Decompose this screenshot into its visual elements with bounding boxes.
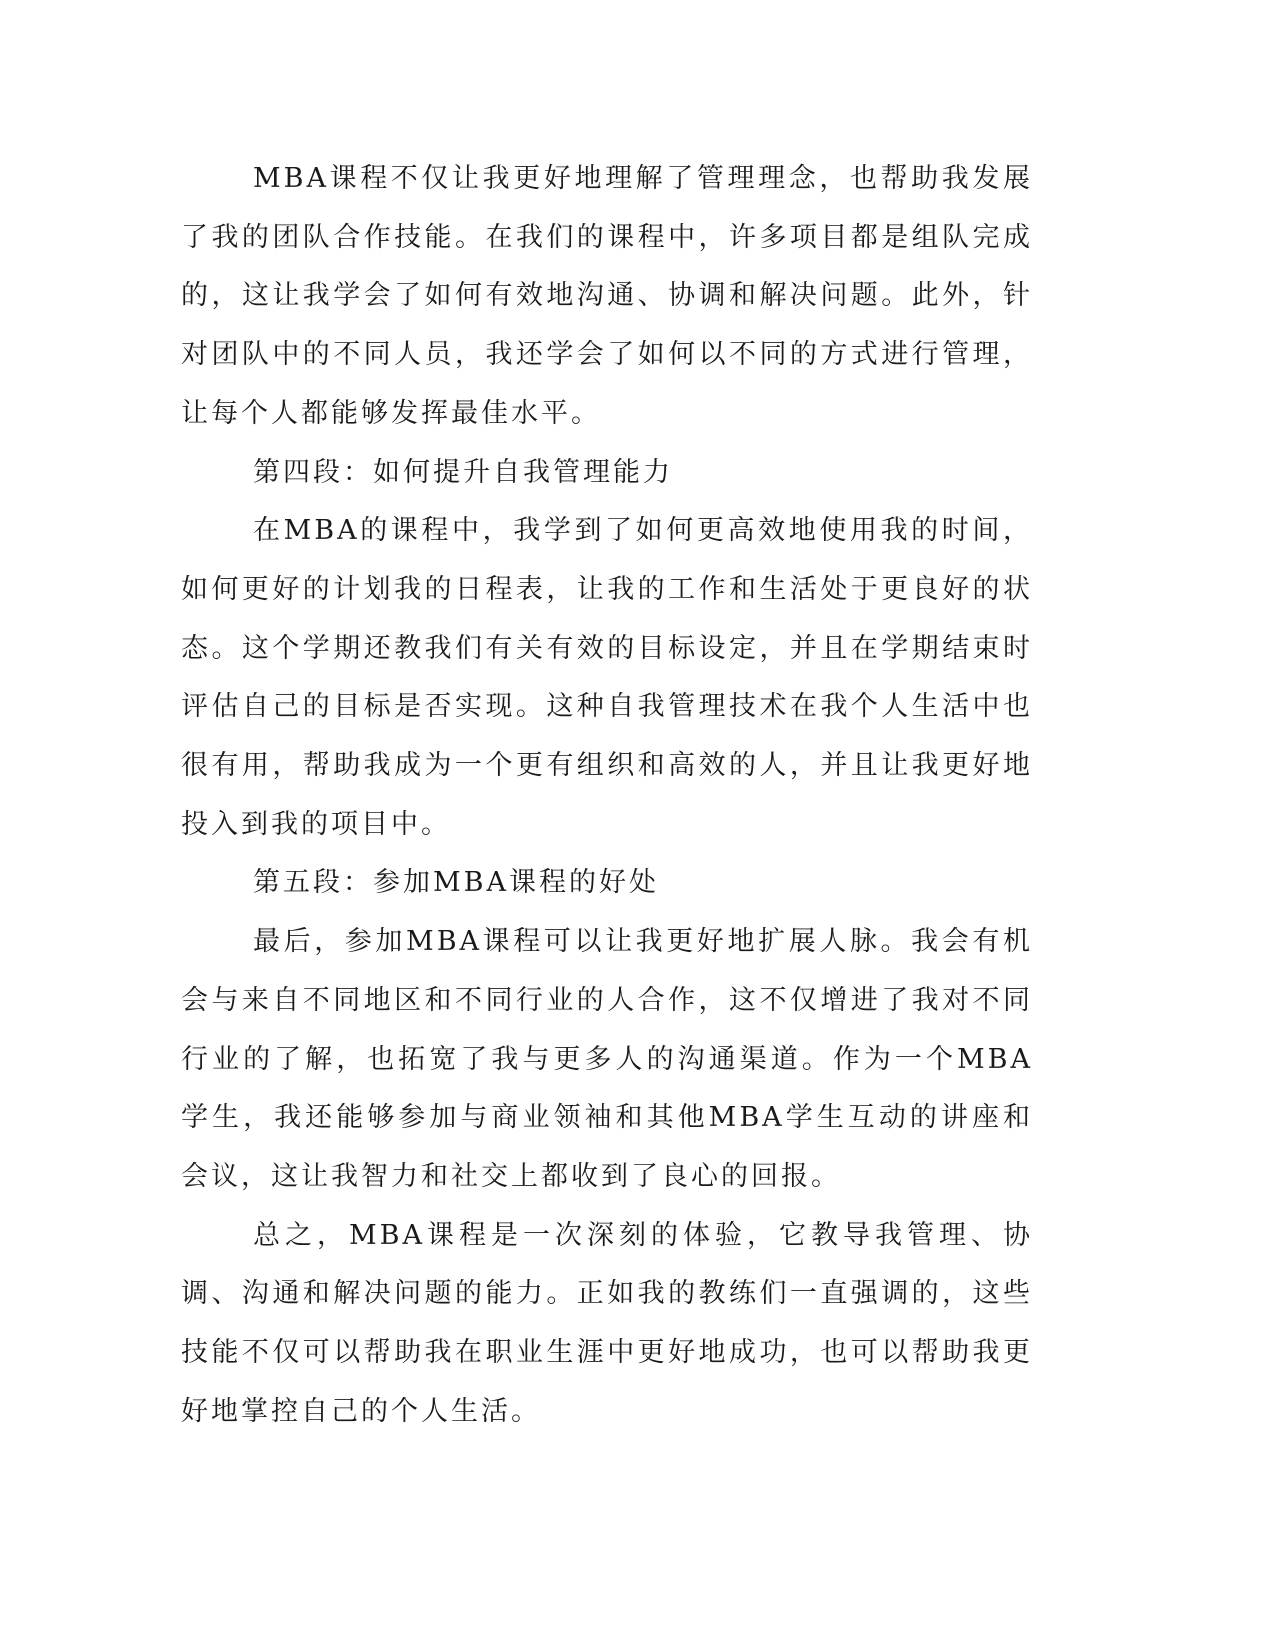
paragraph-self-management: 在MBA的课程中，我学到了如何更高效地使用我的时间，如何更好的计划我的日程表，让我的工作和生活处于更良好的状态。这个学期还教我们有关有效的目标设定，并且在学期结束时评估自己的目标是否实现。这种自我管理技术在我个人生活中也很有用，帮助我成为一个更有组织和高效的人，并且让我更好地投入到我的项目中。	[181, 515, 1033, 840]
section-heading-benefits: 第五段：参加MBA课程的好处	[253, 867, 659, 899]
paragraph-teamwork: MBA课程不仅让我更好地理解了管理理念，也帮助我发展了我的团队合作技能。在我们的课程中，许多项目都是组队完成的，这让我学会了如何有效地沟通、协调和解决问题。此外，针对团队中的不同人员，我还学会了如何以不同的方式进行管理，让每个人都能够发挥最佳水平。	[181, 163, 1033, 429]
section-heading-self-management: 第四段：如何提升自我管理能力	[253, 456, 673, 488]
paragraph-networking: 最后，参加MBA课程可以让我更好地扩展人脉。我会有机会与来自不同地区和不同行业的人合作，这不仅增进了我对不同行业的了解，也拓宽了我与更多人的沟通渠道。作为一个MBA学生，我还能够参加与商业领袖和其他MBA学生互动的讲座和会议，这让我智力和社交上都收到了良心的回报。	[181, 926, 1033, 1192]
document-body	[181, 150, 1033, 1441]
paragraph-conclusion: 总之，MBA课程是一次深刻的体验，它教导我管理、协调、沟通和解决问题的能力。正如我的教练们一直强调的，这些技能不仅可以帮助我在职业生涯中更好地成功，也可以帮助我更好地掌控自己的个人生活。	[181, 1219, 1033, 1427]
